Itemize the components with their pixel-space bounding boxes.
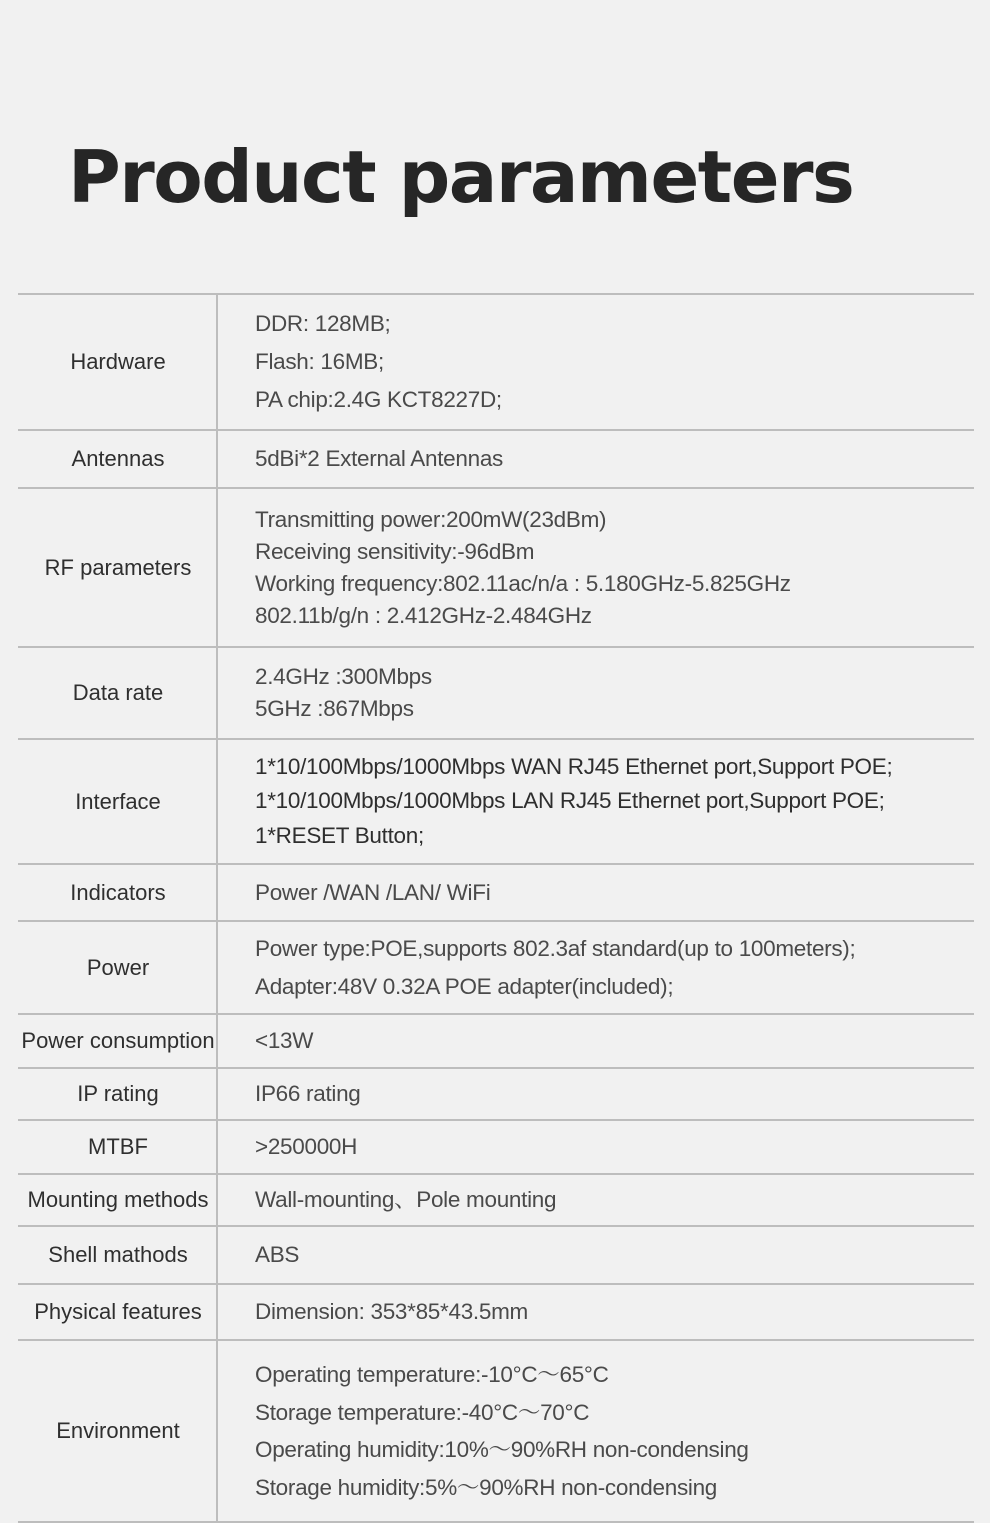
- row-value: [255, 1227, 974, 1283]
- row-label: Indicators: [70, 879, 166, 905]
- row-value: [255, 740, 974, 863]
- value-line: 5dBi*2 External Antennas: [255, 446, 503, 471]
- table-row-mtbf: [18, 1121, 974, 1175]
- value-line: Power /WAN /LAN/ WiFi: [255, 879, 491, 905]
- table-row-indicators: [18, 865, 974, 922]
- value-line: 1*10/100Mbps/1000Mbps LAN RJ45 Ethernet port,Support POE;: [255, 788, 885, 814]
- parameters-table: [18, 293, 974, 1523]
- row-label: Hardware: [70, 349, 166, 374]
- row-value: [255, 489, 974, 646]
- row-label: RF parameters: [44, 554, 192, 580]
- row-value: [255, 922, 974, 1013]
- row-value: [255, 1175, 974, 1225]
- row-value: [255, 431, 974, 487]
- value-line: 1*10/100Mbps/1000Mbps WAN RJ45 Ethernet port,Support POE;: [255, 753, 893, 779]
- row-label: Interface: [75, 788, 161, 814]
- value-line: Wall-mounting、Pole mounting: [255, 1187, 557, 1212]
- value-line: Storage temperature:-40°C～70°C: [255, 1399, 590, 1425]
- row-label: Mounting methods: [27, 1187, 209, 1212]
- page-title: Product parameters: [68, 135, 854, 219]
- value-line: ABS: [255, 1242, 300, 1267]
- table-row-power-consumption: [18, 1015, 974, 1069]
- value-line: Operating humidity:10%～90%RH non-condensing: [255, 1437, 749, 1462]
- row-label: Power: [86, 954, 150, 980]
- value-line: Power type:POE,supports 802.3af standard(up to 100meters);: [255, 935, 856, 961]
- value-line: 2.4GHz :300Mbps: [255, 664, 432, 689]
- row-value: [255, 1285, 974, 1339]
- value-line: Receiving sensitivity:-96dBm: [255, 538, 535, 564]
- row-label: Shell mathods: [48, 1242, 188, 1267]
- value-line: Dimension: 353*85*43.5mm: [255, 1299, 528, 1324]
- row-label: MTBF: [88, 1134, 148, 1159]
- row-value: [255, 1121, 974, 1173]
- value-line: >250000H: [255, 1134, 358, 1159]
- value-line: Transmitting power:200mW(23dBm): [255, 506, 607, 532]
- table-row-mounting-methods: [18, 1175, 974, 1227]
- table-row-interface: [18, 740, 974, 865]
- row-value: [255, 1069, 974, 1119]
- row-value: [255, 295, 974, 429]
- value-line: PA chip:2.4G KCT8227D;: [255, 387, 502, 412]
- value-line: Adapter:48V 0.32A POE adapter(included);: [255, 973, 674, 999]
- row-label: IP rating: [77, 1081, 159, 1106]
- table-row-antennas: [18, 431, 974, 489]
- table-row-rf-parameters: [18, 489, 974, 648]
- table-row-power: [18, 922, 974, 1015]
- row-label: Environment: [56, 1418, 180, 1443]
- value-line: DDR: 128MB;: [255, 311, 391, 336]
- value-line: Storage humidity:5%～90%RH non-condensing: [255, 1474, 718, 1500]
- row-value: [255, 865, 974, 920]
- row-value: [255, 648, 974, 738]
- value-line: IP66 rating: [255, 1081, 361, 1106]
- table-row-ip-rating: [18, 1069, 974, 1121]
- value-line: 5GHz :867Mbps: [255, 696, 414, 721]
- row-label: Antennas: [71, 446, 165, 471]
- value-line: Working frequency:802.11ac/n/a : 5.180GHz-5.825GHz: [255, 570, 791, 596]
- table-row-environment: [18, 1341, 974, 1523]
- table-row-shell-methods: [18, 1227, 974, 1285]
- table-row-data-rate: [18, 648, 974, 740]
- value-line: Operating temperature:-10°C～65°C: [255, 1362, 609, 1387]
- row-value: [255, 1341, 974, 1521]
- table-row-physical-features: [18, 1285, 974, 1341]
- table-row-hardware: [18, 295, 974, 431]
- row-label: Power consumption: [21, 1028, 215, 1053]
- row-value: [255, 1015, 974, 1067]
- value-line: <13W: [255, 1028, 314, 1053]
- value-line: 1*RESET Button;: [255, 822, 424, 848]
- value-line: Flash: 16MB;: [255, 349, 384, 374]
- value-line: 802.11b/g/n : 2.412GHz-2.484GHz: [255, 602, 592, 628]
- row-label: Physical features: [34, 1299, 202, 1324]
- row-label: Data rate: [72, 680, 164, 705]
